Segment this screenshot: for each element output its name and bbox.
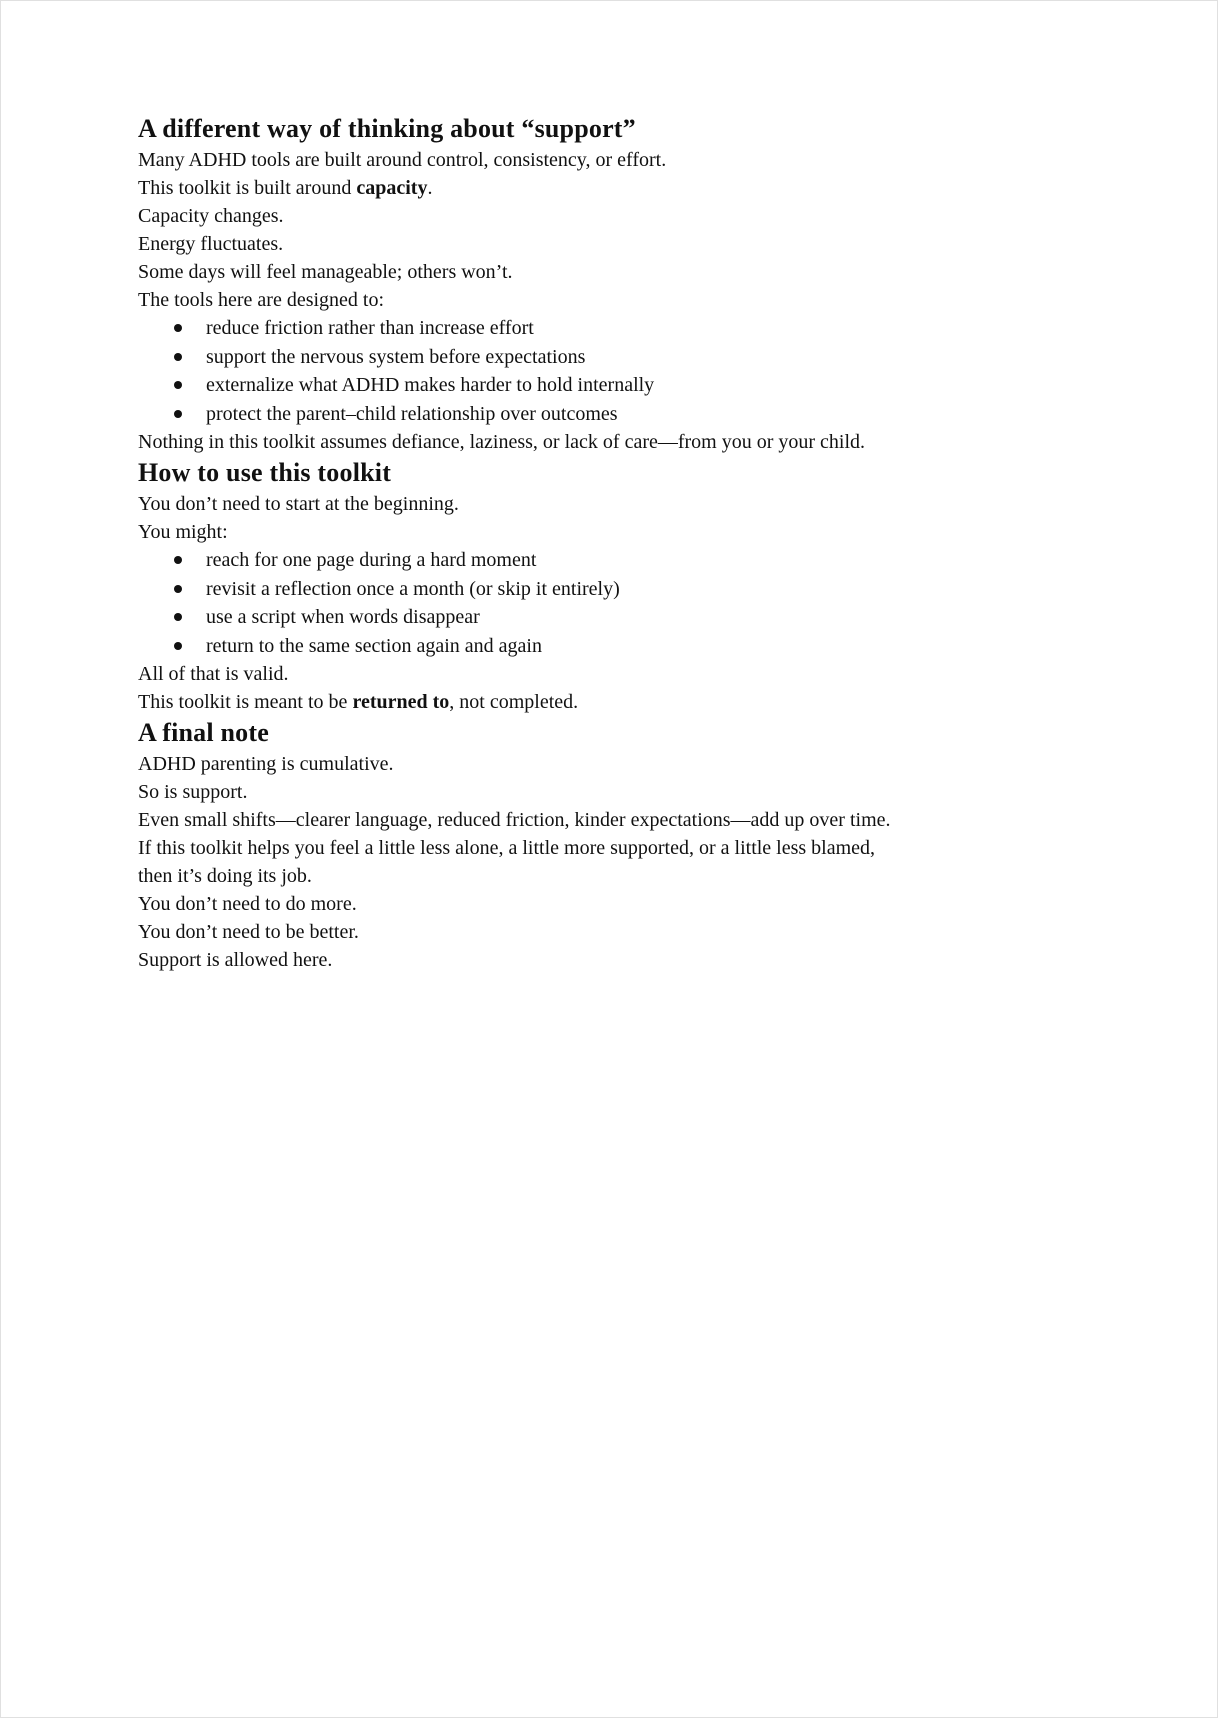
bullet-item: return to the same section again and again bbox=[138, 632, 1080, 661]
paragraph: All of that is valid. bbox=[138, 663, 289, 685]
paragraph bbox=[138, 750, 1080, 806]
paragraph-line: . bbox=[427, 177, 433, 199]
bullet-item: support the nervous system before expectations bbox=[138, 343, 1080, 372]
paragraph-line: You don’t need to be better. bbox=[138, 921, 359, 943]
section-how-to-use bbox=[138, 456, 1080, 716]
paragraph: You might: bbox=[138, 521, 228, 543]
bullet-list bbox=[138, 546, 1080, 660]
paragraph-line: This toolkit is meant to be bbox=[138, 691, 353, 713]
paragraph-line: Energy fluctuates. bbox=[138, 233, 284, 255]
section-heading: How to use this toolkit bbox=[138, 458, 392, 487]
paragraph: You don’t need to start at the beginning. bbox=[138, 493, 459, 515]
paragraph-line: Capacity changes. bbox=[138, 205, 284, 227]
paragraph: Support is allowed here. bbox=[138, 949, 333, 971]
paragraph bbox=[138, 146, 1080, 202]
paragraph: Even small shifts—clearer language, reduced friction, kinder expectations—add up over time. bbox=[138, 809, 891, 831]
bullet-item: revisit a reflection once a month (or skip it entirely) bbox=[138, 575, 1080, 604]
bullet-item: use a script when words disappear bbox=[138, 603, 1080, 632]
paragraph bbox=[138, 890, 1080, 946]
paragraph-line: Many ADHD tools are built around control, consistency, or effort. bbox=[138, 149, 667, 171]
bullet-item: protect the parent–child relationship over outcomes bbox=[138, 400, 1080, 429]
paragraph-line: ADHD parenting is cumulative. bbox=[138, 753, 394, 775]
document-content bbox=[1, 1, 1217, 974]
paragraph: Nothing in this toolkit assumes defiance, laziness, or lack of care—from you or your child. bbox=[138, 431, 866, 453]
paragraph-line: This toolkit is built around bbox=[138, 177, 357, 199]
paragraph: The tools here are designed to: bbox=[138, 289, 385, 311]
paragraph-line: So is support. bbox=[138, 781, 248, 803]
paragraph-line: You don’t need to do more. bbox=[138, 893, 357, 915]
paragraph bbox=[138, 202, 1080, 286]
bold-phrase: returned to bbox=[352, 691, 450, 713]
bullet-item: externalize what ADHD makes harder to hold internally bbox=[138, 371, 1080, 400]
paragraph-line: Some days will feel manageable; others won’t. bbox=[138, 261, 513, 283]
paragraph-line: , not completed. bbox=[449, 691, 579, 713]
section-final-note bbox=[138, 716, 1080, 974]
paragraph-line: then it’s doing its job. bbox=[138, 865, 312, 887]
bullet-item: reach for one page during a hard moment bbox=[138, 546, 1080, 575]
bold-phrase: capacity bbox=[356, 177, 428, 199]
section-heading: A different way of thinking about “support” bbox=[138, 114, 636, 143]
bullet-list bbox=[138, 314, 1080, 428]
bullet-item: reduce friction rather than increase effort bbox=[138, 314, 1080, 343]
paragraph bbox=[138, 688, 1080, 716]
section-different-way-of-thinking bbox=[138, 112, 1080, 456]
section-heading: A final note bbox=[138, 718, 269, 747]
paragraph-line: If this toolkit helps you feel a little less alone, a little more supported, or a little less blamed, bbox=[138, 837, 876, 859]
paragraph bbox=[138, 834, 1080, 890]
